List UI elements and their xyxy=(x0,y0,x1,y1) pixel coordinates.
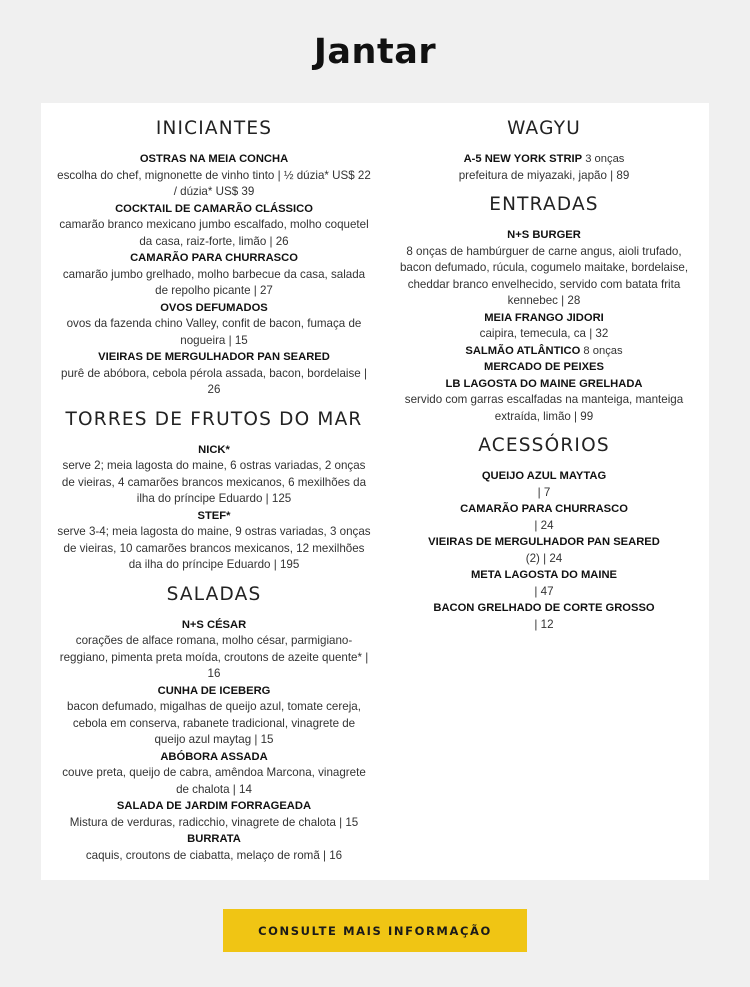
item-name: QUEIJO AZUL MAYTAG xyxy=(481,470,607,482)
item-description: camarão branco mexicano jumbo escalfado, molho coquetel da casa, raiz-forte, limão | 26 xyxy=(59,218,369,248)
item-name: BACON GRELHADO DE CORTE GROSSO xyxy=(433,602,655,614)
page-title: Jantar xyxy=(313,32,437,72)
item-description: caipira, temecula, ca | 32 xyxy=(479,327,609,340)
more-info-button[interactable]: CONSULTE MAIS INFORMAÇÃO xyxy=(223,909,527,952)
menu-item xyxy=(57,508,371,574)
item-name: N+S BURGER xyxy=(507,229,581,241)
item-description: serve 2; meia lagosta do maine, 6 ostras variadas, 2 onças de vieiras, 4 camarões brancos mexicanos, 6 mexilhões da ilha do príncipe Eduardo | 125 xyxy=(61,459,367,505)
section-title: INICIANTES xyxy=(155,118,273,139)
item-description: camarão jumbo grelhado, molho barbecue da casa, salada de repolho picante | 27 xyxy=(62,267,366,297)
item-description: prefeitura de miyazaki, japão | 89 xyxy=(458,168,630,182)
item-description: purê de abóbora, cebola pérola assada, bacon, bordelaise | 26 xyxy=(61,366,367,396)
menu-item xyxy=(57,683,371,749)
menu-section-wagyu xyxy=(389,117,699,184)
item-name: BURRATA xyxy=(187,833,241,845)
item-description: Mistura de verduras, radicchio, vinagrete de chalota | 15 xyxy=(69,815,359,829)
menu-item xyxy=(57,151,371,201)
menu-section-saladas xyxy=(57,583,371,865)
menu-card xyxy=(41,103,709,880)
item-name: N+S CÉSAR xyxy=(181,618,247,631)
item-name: LB LAGOSTA DO MAINE GRELHADA xyxy=(445,377,643,390)
menu-item xyxy=(57,617,371,683)
item-name: VIEIRAS DE MERGULHADOR PAN SEARED xyxy=(428,536,660,548)
menu-section-iniciantes xyxy=(57,117,371,399)
item-price: | 24 xyxy=(534,518,554,532)
menu-section-entradas xyxy=(389,193,699,425)
item-name: A-5 NEW YORK STRIP xyxy=(463,153,583,165)
menu-item xyxy=(389,567,699,600)
menu-section-acessorios xyxy=(389,434,699,633)
item-description: corações de alface romana, molho césar, parmigiano-reggiano, pimenta preta moída, croutons de azeite quente* | 16 xyxy=(59,634,369,680)
item-name: NICK* xyxy=(198,443,230,456)
menu-item xyxy=(389,343,699,360)
item-name: STEF* xyxy=(197,509,231,522)
item-name: SALADA DE JARDIM FORRAGEADA xyxy=(116,800,312,812)
menu-item xyxy=(57,798,371,831)
item-price: | 12 xyxy=(534,617,554,631)
section-title: ACESSÓRIOS xyxy=(478,435,610,456)
item-description: couve preta, queijo de cabra, amêndoa Marcona, vinagrete de chalota | 14 xyxy=(62,766,366,796)
menu-item xyxy=(389,227,699,310)
item-price: | 7 xyxy=(537,485,551,499)
menu-item xyxy=(57,349,371,399)
section-title: ENTRADAS xyxy=(489,194,599,215)
item-description: 8 onças de hambúrguer de carne angus, aioli trufado, bacon defumado, rúcula, cogumelo maitake, bordelaise, cheddar branco envelhecido, servido com batata frita kennebec | 28 xyxy=(399,244,689,307)
item-name: VIEIRAS DE MERGULHADOR PAN SEARED xyxy=(98,351,330,363)
section-title: WAGYU xyxy=(507,118,581,139)
item-description: bacon defumado, migalhas de queijo azul, tomate cereja, cebola em conserva, rabanete tradicional, vinagrete de queijo azul maytag | 15 xyxy=(67,700,361,746)
item-description: serve 3-4; meia lagosta do maine, 9 ostras variadas, 3 onças de vieiras, 10 camarões brancos mexicanos, 12 mexilhões da ilha do príncipe Eduardo | 195 xyxy=(57,525,371,571)
menu-column-right xyxy=(389,117,699,633)
item-portion: 3 onças xyxy=(582,153,625,165)
section-title: TORRES DE FRUTOS DO MAR xyxy=(65,408,363,430)
menu-item xyxy=(57,201,371,251)
item-name: CAMARÃO PARA CHURRASCO xyxy=(460,503,628,515)
item-name: CUNHA DE ICEBERG xyxy=(157,684,271,697)
item-description: escolha do chef, mignonette de vinho tinto | ½ dúzia* US$ 22 / dúzia* US$ 39 xyxy=(57,168,371,198)
menu-item xyxy=(389,310,699,343)
item-portion: 8 onças xyxy=(580,344,623,357)
item-name: CAMARÃO PARA CHURRASCO xyxy=(130,252,298,264)
item-name: MEIA FRANGO JIDORI xyxy=(484,311,604,324)
item-name: MERCADO DE PEIXES xyxy=(484,361,604,373)
menu-item xyxy=(389,600,699,633)
menu-item xyxy=(57,442,371,508)
item-name: META LAGOSTA DO MAINE xyxy=(470,569,618,581)
menu-item xyxy=(389,534,699,567)
menu-item xyxy=(57,300,371,350)
menu-item xyxy=(389,376,699,426)
menu-section-torres xyxy=(57,408,371,574)
menu-item xyxy=(57,250,371,300)
item-name: OVOS DEFUMADOS xyxy=(160,301,268,314)
item-name: OSTRAS NA MEIA CONCHA xyxy=(139,153,289,165)
item-name: COCKTAIL DE CAMARÃO CLÁSSICO xyxy=(115,202,313,215)
menu-item xyxy=(57,749,371,799)
item-price: | 47 xyxy=(534,584,554,598)
section-title: SALADAS xyxy=(166,583,262,605)
menu-item xyxy=(389,501,699,534)
menu-item xyxy=(57,831,371,864)
item-name: ABÓBORA ASSADA xyxy=(160,750,268,763)
menu-item xyxy=(389,468,699,501)
item-description: ovos da fazenda chino Valley, confit de bacon, fumaça de nogueira | 15 xyxy=(66,317,362,347)
menu-item xyxy=(389,151,699,184)
item-description: caquis, croutons de ciabatta, melaço de romã | 16 xyxy=(85,848,343,862)
menu-item xyxy=(389,359,699,376)
item-price: (2) | 24 xyxy=(525,551,563,565)
item-description: servido com garras escalfadas na manteiga, manteiga extraída, limão | 99 xyxy=(404,393,684,423)
menu-column-left xyxy=(57,117,371,864)
item-name: SALMÃO ATLÂNTICO xyxy=(465,344,581,357)
